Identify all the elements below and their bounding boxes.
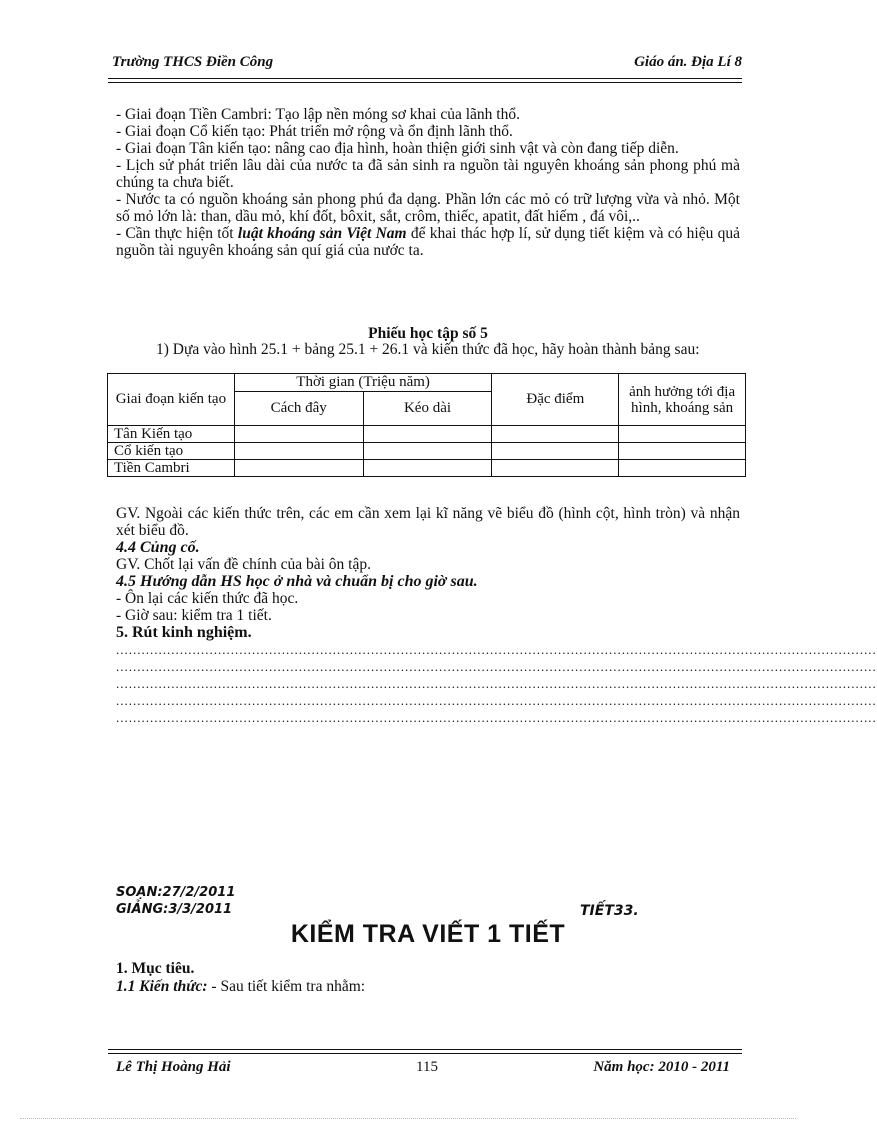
- page-number: 115: [416, 1059, 438, 1075]
- paragraph-lich-su: - Lịch sử phát triển lâu dài của nước ta đã sản sinh ra nguồn tài nguyên khoáng sản phong phú mà chúng ta chưa biết.: [116, 157, 740, 191]
- header-school: Trường THCS Điền Công: [112, 54, 274, 70]
- knowledge-line: [116, 978, 740, 996]
- gv-note: GV. Ngoài các kiến thức trên, các em cần xem lại kĩ năng vẽ biểu đồ (hình cột, hình tròn) và nhận xét biểu đồ.: [116, 505, 740, 539]
- row-label-tan-kien-tao: Tân Kiến tạo: [108, 426, 235, 443]
- blank-line[interactable]: ...................................................................................................................................................................................: [116, 710, 877, 725]
- objectives-heading: 1. Mục tiêu.: [116, 960, 195, 977]
- lesson-dates: [116, 884, 235, 918]
- knowledge-text: - Sau tiết kiểm tra nhằm:: [207, 978, 366, 995]
- table-cell[interactable]: [363, 426, 492, 443]
- footer-rule-top: [108, 1049, 742, 1050]
- page-edge-divider: [20, 1118, 796, 1119]
- paragraph-co-kien-tao: - Giai đoạn Cổ kiến tạo: Phát triển mở rộng và ổn định lãnh thổ.: [116, 123, 513, 140]
- homework-next: - Giờ sau: kiểm tra 1 tiết.: [116, 607, 272, 624]
- table-cell[interactable]: [234, 443, 363, 460]
- table-cell[interactable]: [492, 426, 619, 443]
- footer-school-year: Năm học: 2010 - 2011: [593, 1059, 730, 1075]
- paragraph-luat-khoang-san: [116, 225, 740, 259]
- paragraph-tan-kien-tao: - Giai đoạn Tân kiến tạo: nâng cao địa hình, hoàn thiện giới sinh vật và còn đang tiếp diễn.: [116, 140, 679, 157]
- worksheet-instruction: 1) Dựa vào hình 25.1 + bảng 25.1 + 26.1 và kiến thức đã học, hãy hoàn thành bảng sau:: [156, 341, 700, 358]
- table-cell[interactable]: [363, 443, 492, 460]
- table-cell[interactable]: [619, 426, 746, 443]
- row-label-co-kien-tao: Cổ kiến tạo: [108, 443, 235, 460]
- header-rule-top: [108, 78, 742, 79]
- table-cell[interactable]: [234, 426, 363, 443]
- table-row: [108, 426, 746, 443]
- giang-date: GIẢNG:3/3/2011: [116, 902, 233, 917]
- footer-rule-bottom: [108, 1053, 742, 1054]
- law-before: - Cần thực hiện tốt: [116, 225, 238, 242]
- header-rule-bottom: [108, 82, 742, 83]
- table-cell[interactable]: [492, 443, 619, 460]
- paragraph-khoang-san: - Nước ta có nguồn khoáng sản phong phú đa dạng. Phần lớn các mỏ có trữ lượng vừa và nhỏ. Một số mỏ lớn là: than, dầu mỏ, khí đốt, bôxit, sắt, crôm, thiếc, apatit, đất hiếm , đá vôi,..: [116, 191, 740, 225]
- section-5-heading: 5. Rút kinh nghiệm.: [116, 624, 252, 641]
- blank-line[interactable]: ...................................................................................................................................................................................: [116, 659, 877, 674]
- summary-text: [116, 106, 740, 259]
- blank-line[interactable]: ...................................................................................................................................................................................: [116, 693, 877, 708]
- col-header-influence: ảnh hưởng tới địa hình, khoáng sản: [619, 374, 746, 426]
- knowledge-label: 1.1 Kiến thức:: [116, 978, 208, 995]
- col-header-duration: Kéo dài: [363, 392, 492, 426]
- row-label-tien-cambri: Tiền Cambri: [108, 460, 235, 477]
- table-cell[interactable]: [363, 460, 492, 477]
- law-after: để khai thác hợp lí, sử dụng tiết kiệm và có hiệu quả nguồn tài nguyên khoáng sản quí giá của nước ta.: [116, 225, 741, 259]
- main-title: KIỂM TRA VIẾT 1 TIẾT: [290, 920, 566, 948]
- law-emphasis: luật khoáng sản Việt Nam: [237, 225, 407, 242]
- worksheet-title: Phiếu học tập số 5: [368, 325, 488, 342]
- page-footer: [116, 1059, 730, 1081]
- lesson-closing: [116, 505, 877, 726]
- col-header-feature: Đặc điểm: [492, 374, 619, 426]
- table-cell[interactable]: [619, 460, 746, 477]
- section-4-5-heading: 4.5 Hướng dẫn HS học ở nhà và chuẩn bị cho giờ sau.: [116, 573, 478, 590]
- paragraph-tien-cambri: - Giai đoạn Tiền Cambri: Tạo lập nền móng sơ khai của lãnh thổ.: [116, 106, 520, 123]
- blank-line[interactable]: ...................................................................................................................................................................................: [116, 642, 877, 657]
- header-subject: Giáo án. Địa Lí 8: [634, 54, 742, 70]
- table-cell[interactable]: [492, 460, 619, 477]
- objectives: [116, 960, 740, 996]
- worksheet-table: [107, 373, 746, 477]
- homework-review: - Ôn lại các kiến thức đã học.: [116, 590, 299, 607]
- page-header: [112, 54, 742, 76]
- gv-chot: GV. Chốt lại vấn đề chính của bài ôn tập.: [116, 556, 371, 573]
- footer-author: Lê Thị Hoàng Hải: [116, 1059, 231, 1075]
- lesson-number: TIẾT33.: [580, 903, 639, 919]
- col-header-stage: Giai đoạn kiến tạo: [108, 374, 235, 426]
- col-header-ago: Cách đây: [234, 392, 363, 426]
- section-4-4-heading: 4.4 Củng cố.: [116, 539, 200, 556]
- table-cell[interactable]: [619, 443, 746, 460]
- col-header-time: Thời gian (Triệu năm): [234, 374, 492, 392]
- table-row: [108, 460, 746, 477]
- soan-date: SOẠN:27/2/2011: [116, 885, 236, 900]
- blank-line[interactable]: ...................................................................................................................................................................................: [116, 676, 877, 691]
- table-cell[interactable]: [234, 460, 363, 477]
- table-row: [108, 443, 746, 460]
